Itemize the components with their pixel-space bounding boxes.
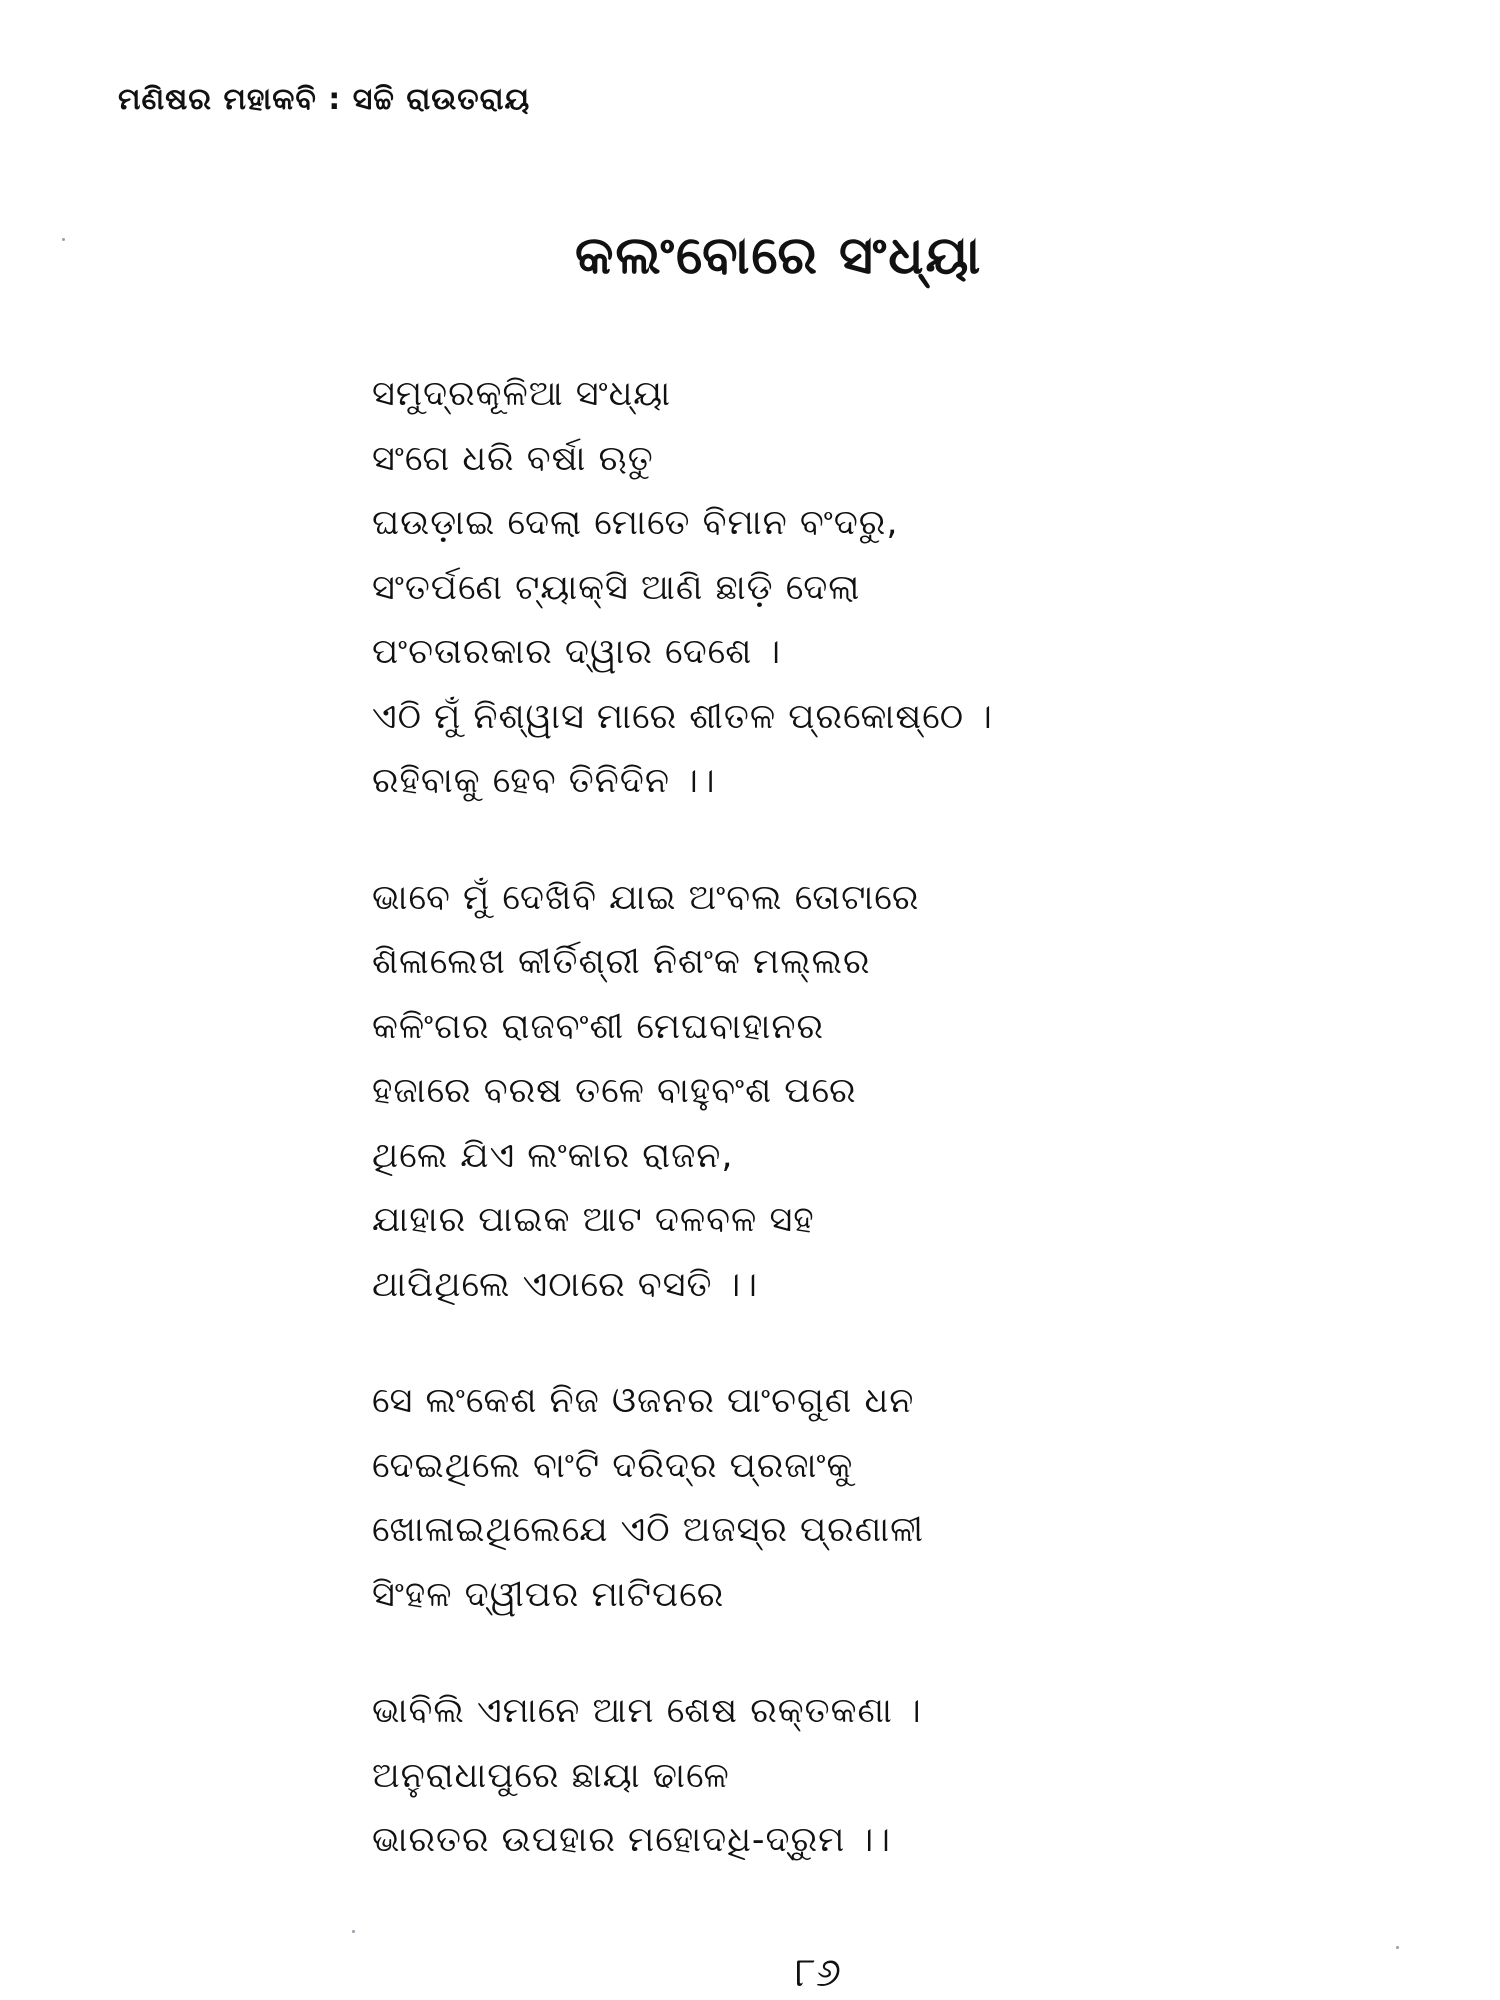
poem-line: ଅନୁରାଧାପୁରେ ଛାୟା ଢାଳେ (372, 1755, 730, 1796)
poem-line: ଥାପିଥିଲେ ଏଠାରେ ବସତି ।। (372, 1264, 759, 1305)
poem-line: ସଂଗେ ଧରି ବର୍ଷା ଋତୁ (372, 438, 654, 479)
poem-line: କଳିଂଗର ରାଜବଂଶୀ ମେଘବାହାନର (372, 1006, 825, 1047)
poem-line: ଏଠି ମୁଁ ନିଶ୍ୱାସ ମାରେ ଶୀତଳ ପ୍ରକୋଷ୍ଠେ । (372, 696, 993, 737)
poem-line: ରହିବାକୁ ହେବ ତିନିଦିନ ।। (372, 761, 716, 801)
poem-line: ଖୋଳାଇଥିଲେଯେ ଏଠି ଅଜସ୍ର ପ୍ରଣାଳୀ (372, 1510, 925, 1550)
poem-line: ଭାରତର ଉପହାର ମହୋଦଧି-ଦ୍ରୁମ ।। (372, 1820, 891, 1860)
scan-speck (1396, 1946, 1399, 1949)
poem-line: ସଂତର୍ପଣେ ଟ୍ୟାକ୍ସି ଆଣି ଛାଡ଼ି ଦେଲା (372, 567, 861, 608)
poem-line: ଦେଇଥିଲେ ବାଂଟି ଦରିଦ୍ର ପ୍ରଜାଂକୁ (372, 1445, 854, 1486)
poem-body (372, 362, 1372, 1925)
poem-line: ସିଂହଳ ଦ୍ୱୀପର ମାଟିପରେ (372, 1574, 725, 1615)
stanza-2 (372, 866, 1372, 1318)
poem-line: ଶିଳାଲେଖ କୀର୍ତିଶ୍ରୀ ନିଶଂକ ମଲ୍ଲର (372, 942, 871, 982)
poem-line: ଭାବିଲି ଏମାନେ ଆମ ଶେଷ ରକ୍ତକଣା । (372, 1691, 922, 1731)
poem-line: ପଂଚତାରକାର ଦ୍ୱାର ଦେଶେ । (372, 632, 782, 672)
scan-speck (62, 238, 65, 241)
stanza-3 (372, 1369, 1372, 1627)
scan-speck (352, 1930, 355, 1933)
poem-line: ହଜାରେ ବରଷ ତଳେ ବାହୁବଂଶ ପରେ (372, 1071, 857, 1111)
page-number: ୮୬ (795, 1950, 841, 1996)
poem-line: ସେ ଲଂକେଶ ନିଜ ଓଜନର ପାଂଚଗୁଣ ଧନ (372, 1381, 915, 1421)
stanza-4 (372, 1679, 1372, 1873)
stanza-1 (372, 362, 1372, 814)
poem-line: ଘଉଡ଼ାଇ ଦେଲା ମୋତେ ବିମାନ ବଂଦରୁ, (372, 503, 899, 543)
poem-title: କଲଂବୋରେ ସଂଧ୍ୟା (575, 226, 983, 286)
poem-line: ଥିଲେ ଯିଏ ଲଂକାର ରାଜନ, (372, 1135, 734, 1176)
running-head: ମଣିଷର ମହାକବି : ସଚ୍ଚି ରାଉତରାୟ (118, 82, 531, 117)
poem-line: ଭାବେ ମୁଁ ଦେଖିବି ଯାଇ ଅଂବଲ ତୋଟାରେ (372, 877, 920, 918)
poem-line: ସମୁଦ୍ରକୂଳିଆ ସଂଧ୍ୟା (372, 374, 672, 414)
poem-line: ଯାହାର ପାଇକ ଆଟ ଦଳବଳ ସହ (372, 1200, 815, 1240)
